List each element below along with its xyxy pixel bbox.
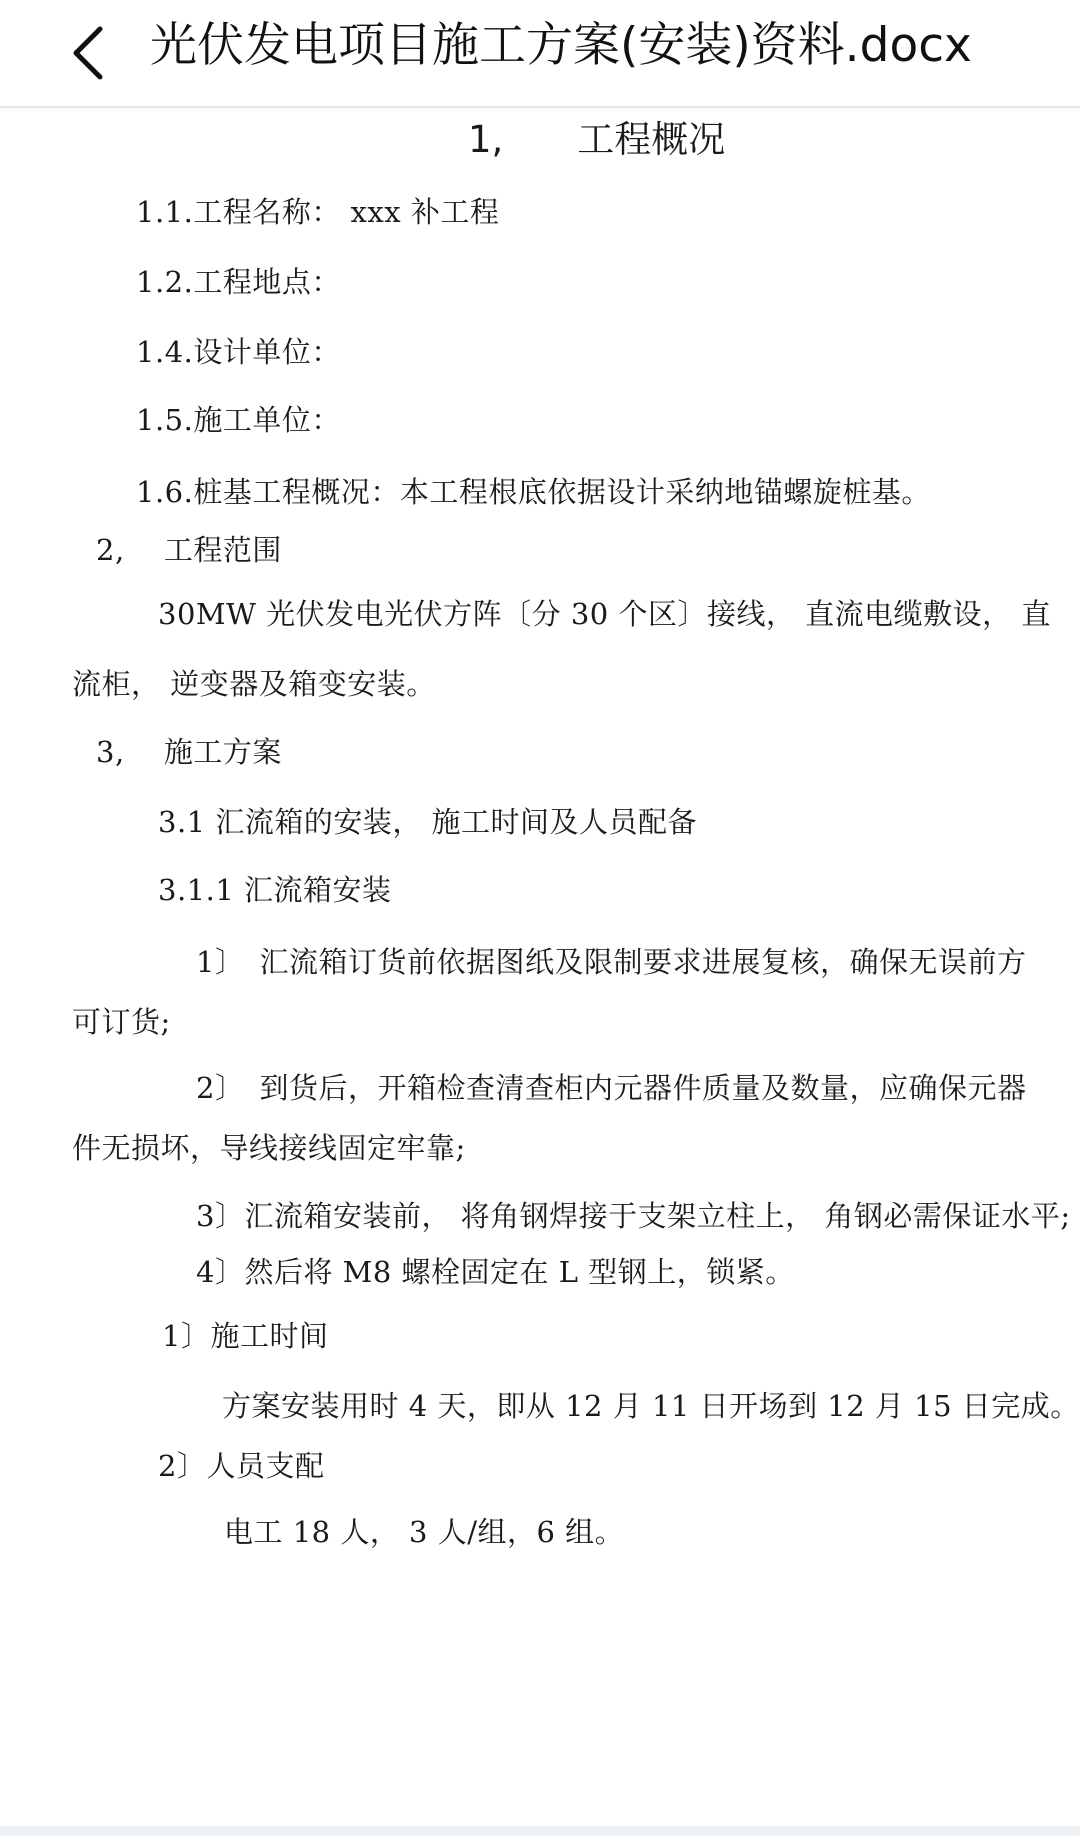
chevron-left-icon xyxy=(68,25,108,81)
list-item-4: 4〕然后将 M8 螺栓固定在 L 型钢上，锁紧。 xyxy=(196,1255,795,1289)
design-unit-line: 1.4.设计单位： xyxy=(136,335,341,369)
document-title: 光伏发电项目施工方案(安装)资料.docx xyxy=(150,18,972,73)
list-item-2-line-2: 件无损坏，导线接线固定牢靠; xyxy=(72,1131,466,1165)
section-heading-1: 1, 工程概况 xyxy=(468,118,726,161)
list-item-3: 3〕汇流箱安装前， 将角钢焊接于支架立柱上， 角钢必需保证水平; xyxy=(196,1199,1071,1233)
subsection-3-1-1: 3.1.1 汇流箱安装 xyxy=(158,873,392,907)
back-button[interactable] xyxy=(56,18,120,88)
pile-foundation-line: 1.6.桩基工程概况：本工程根底依据设计采纳地锚螺旋桩基。 xyxy=(136,475,931,509)
list-item-1-line-2: 可订货; xyxy=(72,1005,171,1039)
scope-paragraph-line-1: 30MW 光伏发电光伏方阵〔分 30 个区〕接线， 直流电缆敷设， 直 xyxy=(158,597,1051,631)
list-item-2-line-1: 2〕 到货后，开箱检查清查柜内元器件质量及数量，应确保元器 xyxy=(196,1071,1027,1105)
staffing-heading: 2〕人员支配 xyxy=(158,1449,325,1483)
staffing-text: 电工 18 人， 3 人/组，6 组。 xyxy=(224,1515,625,1549)
project-location-line: 1.2.工程地点： xyxy=(136,265,341,299)
subsection-3-1: 3.1 汇流箱的安装， 施工时间及人员配备 xyxy=(158,805,698,839)
section-heading-3: 3, 施工方案 xyxy=(96,735,282,769)
top-app-bar xyxy=(0,0,1080,108)
document-viewer[interactable] xyxy=(0,106,1080,1836)
list-item-1-line-1: 1〕 汇流箱订货前依据图纸及限制要求进展复核，确保无误前方 xyxy=(196,945,1027,979)
construction-time-text: 方案安装用时 4 天，即从 12 月 11 日开场到 12 月 15 日完成。 xyxy=(222,1389,1080,1423)
project-name-line: 1.1.工程名称： xxx 补工程 xyxy=(136,195,500,229)
section-heading-2: 2, 工程范围 xyxy=(96,533,282,567)
construction-time-heading: 1〕施工时间 xyxy=(162,1319,329,1353)
construction-unit-line: 1.5.施工单位： xyxy=(136,403,341,437)
scope-paragraph-line-2: 流柜， 逆变器及箱变安装。 xyxy=(72,667,436,701)
bottom-edge xyxy=(0,1826,1080,1836)
